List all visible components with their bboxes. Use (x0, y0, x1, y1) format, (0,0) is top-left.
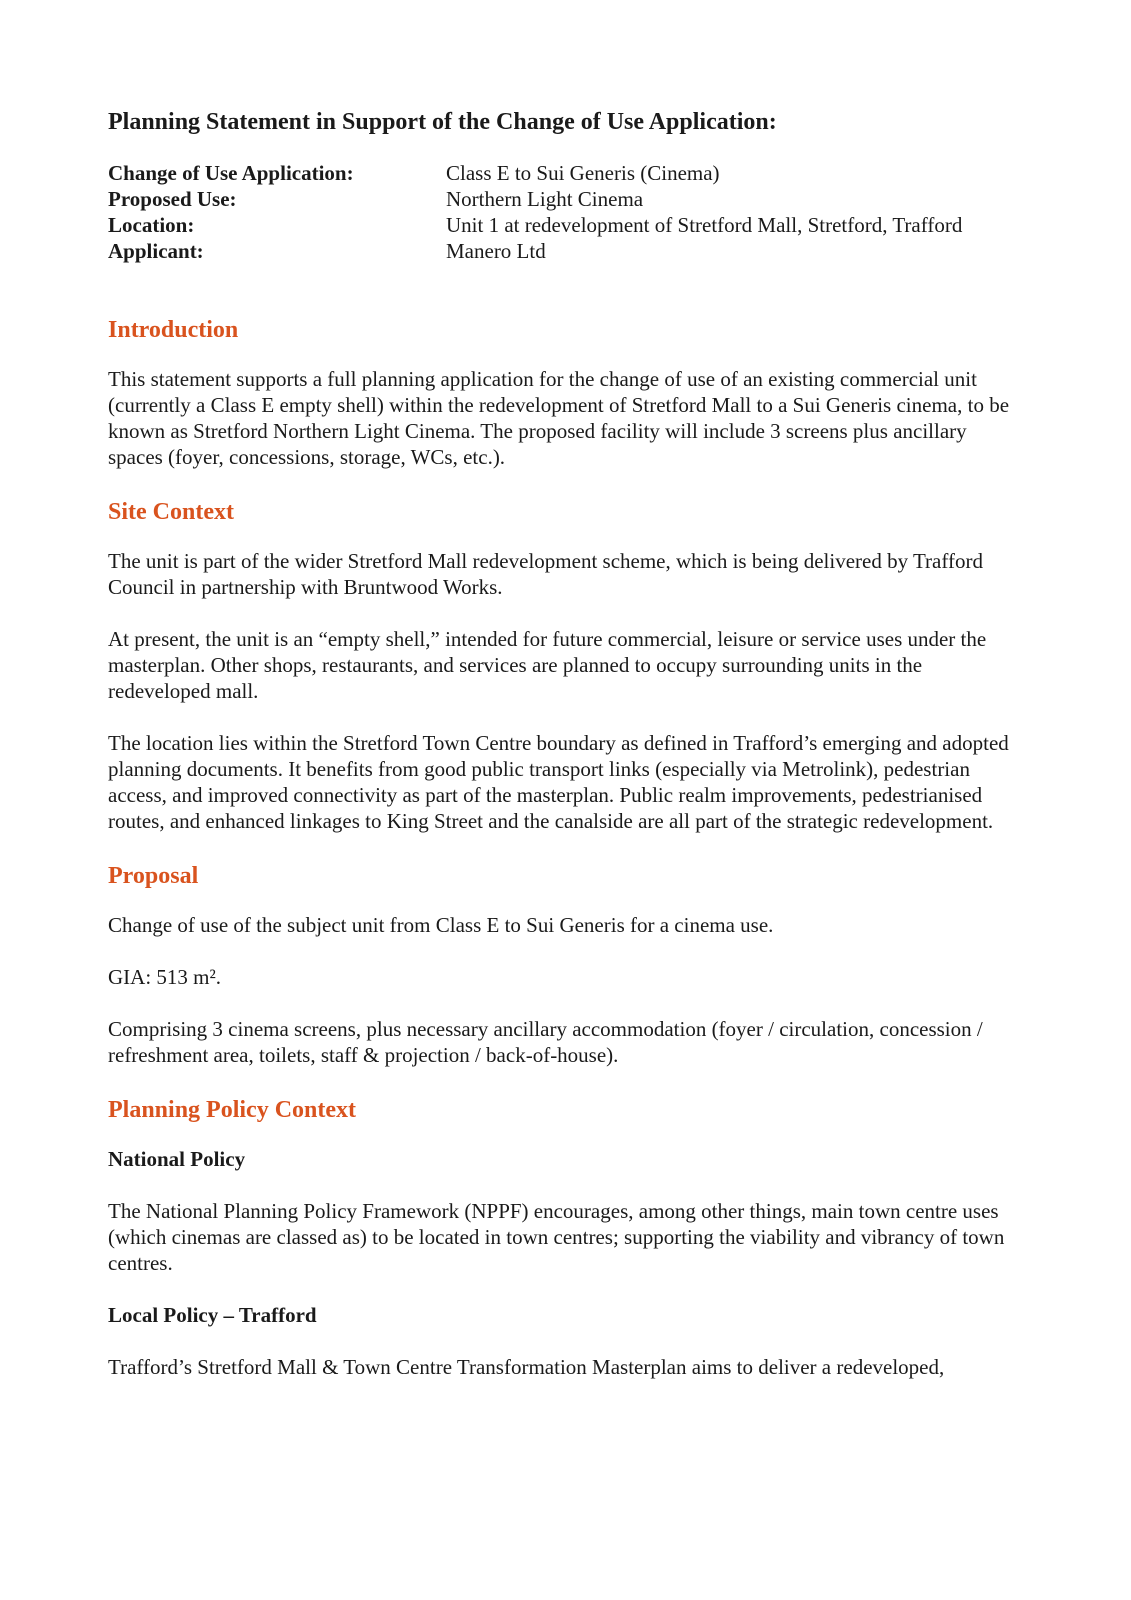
document-title: Planning Statement in Support of the Change of Use Application: (108, 109, 777, 135)
proposal-heading: Proposal (108, 863, 199, 889)
meta-value-location: Unit 1 at redevelopment of Stretford Mall, Stretford, Trafford (446, 213, 963, 237)
meta-label-applicant: Applicant: (108, 239, 204, 263)
policy-heading: Planning Policy Context (108, 1097, 357, 1123)
meta-value-proposed-use: Northern Light Cinema (446, 187, 644, 211)
meta-value-applicant: Manero Ltd (446, 239, 546, 263)
proposal-paragraph-1: Change of use of the subject unit from Class E to Sui Generis for a cinema use. (108, 913, 774, 937)
introduction-heading: Introduction (108, 317, 239, 343)
local-policy-heading: Local Policy – Trafford (108, 1303, 317, 1327)
meta-value-change-of-use: Class E to Sui Generis (Cinema) (446, 161, 720, 185)
site-context-paragraph-1: The unit is part of the wider Stretford Mall redevelopment scheme, which is being delivered by Trafford Council in partnership with Bruntwood Works. (108, 549, 983, 599)
site-context-paragraph-3: The location lies within the Stretford Town Centre boundary as defined in Trafford’s emerging and adopted planning documents. It benefits from good public transport links (especially via Metrolink), pedestrian access, and improved connectivity as part of the masterplan. Public realm improvements, pedestrianised routes, and enhanced linkages to King Street and the canalside are all part of the strategic redevelopment. (108, 731, 1009, 833)
meta-label-proposed-use: Proposed Use: (108, 187, 237, 211)
national-policy-paragraph: The National Planning Policy Framework (NPPF) encourages, among other things, main town centre uses (which cinemas are classed as) to be located in town centres; supporting the viability and vibrancy of town centres. (108, 1199, 1005, 1275)
meta-label-location: Location: (108, 213, 195, 237)
introduction-paragraph: This statement supports a full planning application for the change of use of an existing commercial unit (currently a Class E empty shell) within the redevelopment of Stretford Mall to a Sui Generis cinema, to be known as Stretford Northern Light Cinema. The proposed facility will include 3 screens plus ancillary spaces (foyer, concessions, storage, WCs, etc.). (108, 367, 1010, 469)
proposal-paragraph-2: GIA: 513 m². (108, 965, 222, 989)
local-policy-paragraph: Trafford’s Stretford Mall & Town Centre Transformation Masterplan aims to deliver a redeveloped, (108, 1355, 945, 1379)
site-context-paragraph-2: At present, the unit is an “empty shell,” intended for future commercial, leisure or service uses under the masterplan. Other shops, restaurants, and services are planned to occupy surrounding units in the redeveloped mall. (108, 627, 987, 703)
application-details (108, 160, 1023, 264)
site-context-heading: Site Context (108, 499, 234, 525)
meta-label-change-of-use: Change of Use Application: (108, 161, 354, 185)
proposal-paragraph-3: Comprising 3 cinema screens, plus necessary ancillary accommodation (foyer / circulation, concession / refreshment area, toilets, staff & projection / back-of-house). (108, 1017, 983, 1067)
national-policy-heading: National Policy (108, 1147, 246, 1171)
